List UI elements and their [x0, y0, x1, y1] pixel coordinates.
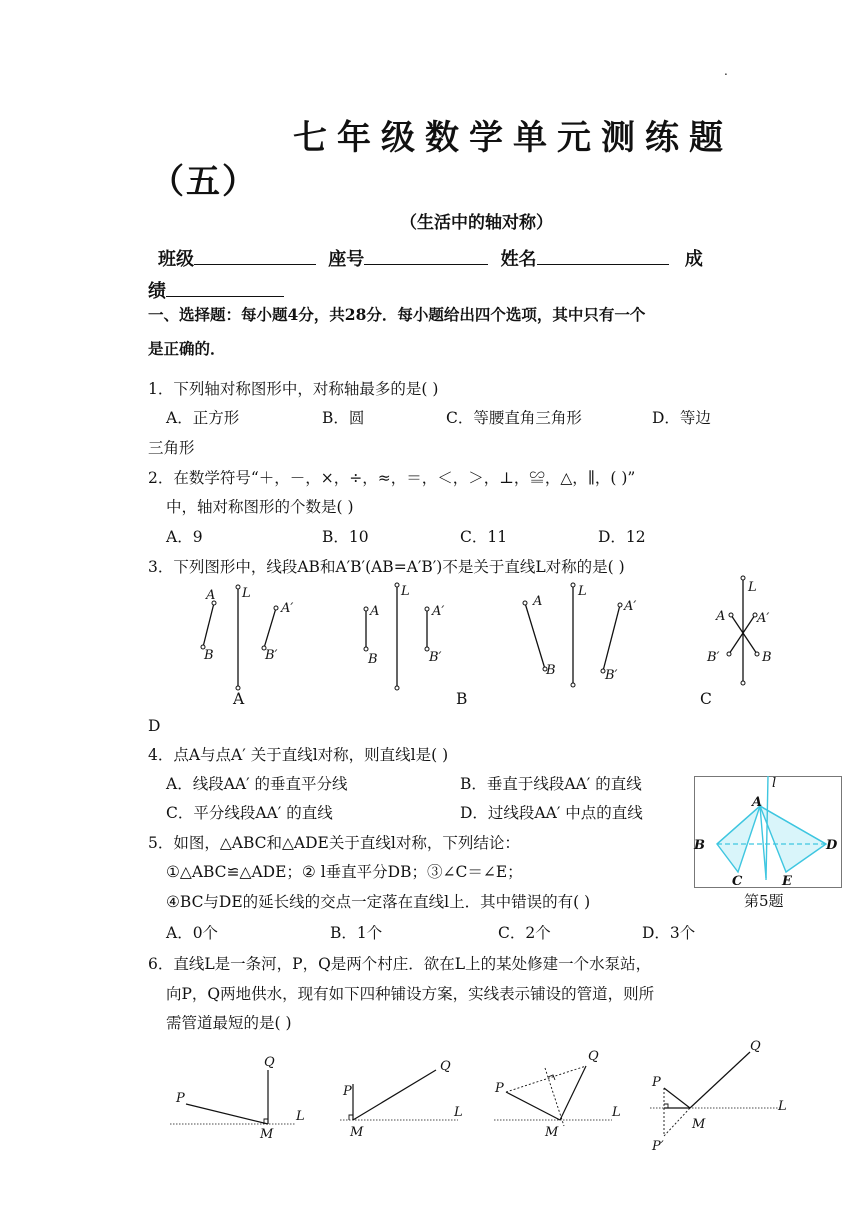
- q3a-label-B: B: [204, 648, 214, 663]
- q6-line1: 6．直线L是一条河，P，Q是两个村庄．欲在L上的某处修建一个水泵站，: [148, 955, 652, 973]
- q6-figures: [0, 1040, 860, 1160]
- q1-stem: 1．下列轴对称图形中，对称轴最多的是( ): [148, 380, 439, 398]
- score-label-1: 成: [684, 249, 703, 270]
- q4-option-c: C．平分线段AA′ 的直线: [166, 804, 333, 822]
- q6f3-P: P: [495, 1081, 504, 1096]
- name-label: 姓名: [500, 249, 537, 270]
- q3-label-c: C: [700, 690, 712, 708]
- q6f4-M: M: [692, 1117, 706, 1132]
- q6-line2: 向P，Q两地供水，现有如下四种铺设方案，实线表示铺设的管道，则所: [166, 985, 655, 1003]
- q6f3-M: M: [545, 1125, 559, 1140]
- q3c-label-Ap: A′: [624, 599, 637, 614]
- q6f1-L: L: [296, 1109, 305, 1124]
- q2-option-b: B．10: [322, 528, 369, 546]
- q6f3-L: L: [612, 1105, 621, 1120]
- q2-option-d: D．12: [598, 528, 646, 546]
- q6-fig-2: [340, 1059, 463, 1140]
- class-blank[interactable]: [194, 246, 316, 265]
- q4-option-b: B．垂直于线段AA′ 的直线: [460, 775, 642, 793]
- q3c-label-L: L: [578, 584, 587, 599]
- name-blank[interactable]: [537, 246, 669, 265]
- class-label: 班级: [158, 249, 194, 270]
- q3-fig-d: [706, 576, 772, 685]
- q4-stem: 4．点A与点A′ 关于直线l对称，则直线l是( ): [148, 746, 449, 764]
- q5-label-B: B: [694, 838, 705, 853]
- q6-fig-3: [494, 1049, 621, 1140]
- q3-stem: 3．下列图形中，线段AB和A′B′(AB=A′B′)不是关于直线L对称的是( ): [148, 558, 625, 576]
- q6f1-M: M: [260, 1127, 274, 1142]
- q3b-label-Bp: B′: [429, 650, 442, 665]
- q5-line2: ①△ABC≌△ADE；② l垂直平分DB；③∠C＝∠E；: [166, 863, 523, 881]
- q3-fig-b: [364, 583, 444, 690]
- header-dot: .: [724, 64, 728, 78]
- q1-option-d: D．等边: [652, 409, 711, 427]
- q3a-label-A: A: [206, 588, 216, 603]
- q3-label-b: B: [456, 690, 468, 708]
- q1-option-b: B．圆: [322, 409, 365, 427]
- q6-fig-4: [650, 1039, 787, 1154]
- q6f4-Q: Q: [750, 1039, 761, 1054]
- q6f4-Pp: P′: [652, 1139, 664, 1154]
- q4-option-a: A．线段AA′ 的垂直平分线: [166, 775, 348, 793]
- q5-label-E: E: [782, 874, 792, 889]
- q6f4-P: P: [652, 1075, 661, 1090]
- q6f3-Q: Q: [588, 1049, 599, 1064]
- q5-label-C: C: [732, 874, 743, 889]
- q1-option-a: A．正方形: [166, 409, 240, 427]
- q5-label-l: l: [772, 776, 777, 791]
- q3-fig-c: [523, 583, 636, 687]
- q6-fig-1: [170, 1055, 305, 1142]
- q6f2-M: M: [350, 1125, 364, 1140]
- q5-line3: ④BC与DE的延长线的交点一定落在直线l上．其中错误的有( ): [166, 893, 591, 911]
- q3a-label-L: L: [242, 586, 251, 601]
- q3d-label-A: A: [716, 609, 726, 624]
- q5-label-D: D: [826, 838, 838, 853]
- score-line: [148, 278, 284, 305]
- q5-figure: [690, 772, 850, 902]
- q2-option-a: A．9: [166, 528, 203, 546]
- q3b-label-L: L: [401, 584, 410, 599]
- q2-stem: 2．在数学符号“＋，－，×，÷，≈，＝，＜，＞，⊥，≌，△，∥，( )”: [148, 469, 636, 487]
- q3c-label-Bp: B′: [605, 668, 618, 683]
- q3d-label-Ap: A′: [757, 611, 770, 626]
- q5-option-b: B．1个: [330, 924, 383, 942]
- q2-option-c: C．11: [460, 528, 508, 546]
- section-1-line2: 是正确的．: [148, 339, 226, 358]
- score-blank[interactable]: [166, 278, 284, 297]
- q6f4-L: L: [778, 1099, 787, 1114]
- q3-figures: [0, 575, 860, 715]
- q3-fig-a: [201, 585, 293, 690]
- q4-option-d: D．过线段AA′ 中点的直线: [460, 804, 643, 822]
- q3a-label-Ap: A′: [281, 601, 294, 616]
- page-title-number: （五）: [150, 162, 258, 202]
- q1-option-d-cont: 三角形: [148, 439, 195, 457]
- q5-caption: 第5题: [744, 892, 784, 910]
- q3-label-a: A: [233, 690, 245, 708]
- q5-label-A: A: [752, 795, 763, 810]
- q1-option-c: C．等腰直角三角形: [446, 409, 582, 427]
- page-subtitle: （生活中的轴对称）: [400, 213, 553, 233]
- q3d-label-B: B: [762, 650, 772, 665]
- q3c-label-B: B: [546, 663, 556, 678]
- q6-line3: 需管道最短的是( ): [166, 1014, 292, 1032]
- q3d-label-L: L: [748, 580, 757, 595]
- q2-stem-2: 中，轴对称图形的个数是( ): [166, 498, 354, 516]
- q5-stem: 5．如图，△ABC和△ADE关于直线l对称，下列结论：: [148, 834, 520, 852]
- q3b-label-Ap: A′: [432, 604, 445, 619]
- q3-label-d: D: [148, 717, 161, 735]
- q6f2-Q: Q: [440, 1059, 451, 1074]
- q6f2-L: L: [454, 1105, 463, 1120]
- page-title: 七年级数学单元测练题: [293, 118, 733, 158]
- section-1-line1: 一、选择题：每小题4分，共28分．每小题给出四个选项，其中只有一个: [148, 305, 646, 324]
- q5-option-a: A．0个: [166, 924, 219, 942]
- info-line: [158, 246, 703, 273]
- q6f2-P: P: [343, 1084, 352, 1099]
- q6f1-Q: Q: [264, 1055, 275, 1070]
- q5-option-d: D．3个: [642, 924, 696, 942]
- q5-option-c: C．2个: [498, 924, 551, 942]
- q3d-label-Bp: B′: [707, 650, 720, 665]
- q3b-label-A: A: [370, 604, 380, 619]
- seat-label: 座号: [328, 249, 365, 270]
- seat-blank[interactable]: [364, 246, 488, 265]
- score-label-2: 绩: [148, 281, 166, 302]
- q3b-label-B: B: [368, 652, 378, 667]
- q3c-label-A: A: [533, 594, 543, 609]
- q3a-label-Bp: B′: [265, 648, 278, 663]
- q6f1-P: P: [176, 1091, 185, 1106]
